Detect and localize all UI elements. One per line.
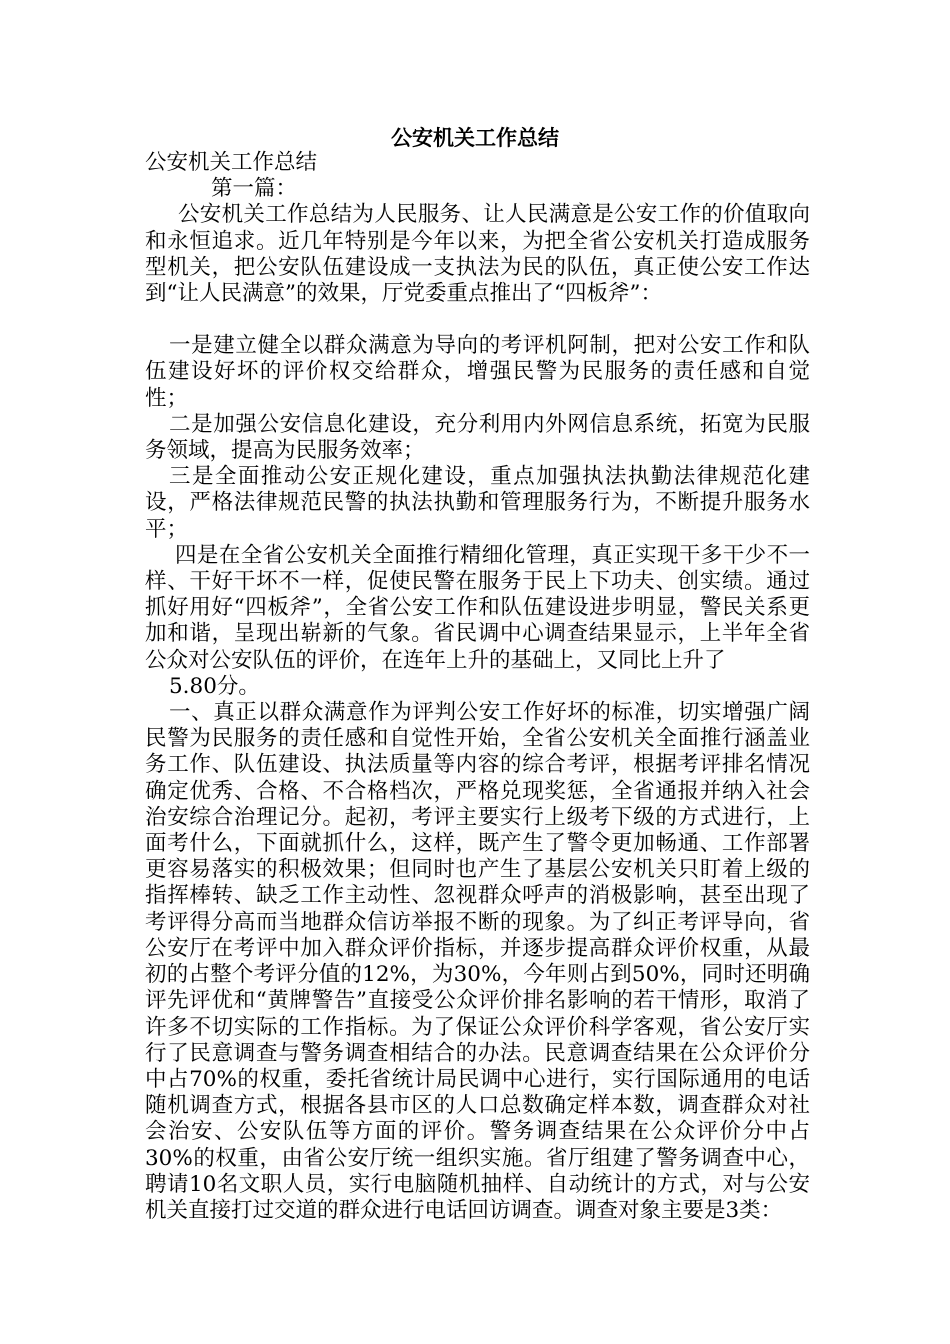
point-three-paragraph: 三是全面推动公安正规化建设，重点加强执法执勤法律规范化建设，严格法律规范民警的执法执勤和管理服务行为，不断提升服务水平； bbox=[145, 464, 810, 542]
point-four-paragraph: 四是在全省公安机关全面推行精细化管理，真正实现干多干少不一样、干好干坏不一样，促使民警在服务于民上下功夫、创实绩。通过抓好用好“四板斧”，全省公安工作和队伍建设进步明显，警民关系更加和谐，呈现出崭新的气象。省民调中心调查结果显示，上半年全省公众对公安队伍的评价，在连年上升的基础上，又同比上升了 bbox=[145, 542, 810, 673]
document-body bbox=[145, 150, 810, 1224]
score-paragraph: 5.80分。 bbox=[169, 673, 260, 699]
point-two-paragraph: 二是加强公安信息化建设，充分利用内外网信息系统，拓宽为民服务领域，提高为民服务效率； bbox=[145, 411, 810, 464]
point-one-paragraph: 一是建立健全以群众满意为导向的考评机阿制，把对公安工作和队伍建设好坏的评价权交给群众，增强民警为民服务的责任感和自觉性； bbox=[145, 333, 810, 411]
document-title: 公安机关工作总结 bbox=[391, 126, 559, 150]
section-one-paragraph: 一、真正以群众满意作为评判公安工作好坏的标准，切实增强广阔民警为民服务的责任感和自觉性开始，全省公安机关全面推行涵盖业务工作、队伍建设、执法质量等内容的综合考评，根据考评排名情况确定优秀、合格、不合格档次，严格兑现奖惩，全省通报并纳入社会治安综合治理记分。起初，考评主要实行上级考下级的方式进行，上面考什么，下面就抓什么，这样，既产生了警令更加畅通、工作部署更容易落实的积极效果；但同时也产生了基层公安机关只盯着上级的指挥棒转、缺乏工作主动性、忽视群众呼声的消极影响，甚至出现了考评得分高而当地群众信访举报不断的现象。为了纠正考评导向，省公安厅在考评中加入群众评价指标，并逐步提高群众评价权重，从最初的占整个考评分值的12%，为30%，今年则占到50%，同时还明确评先评优和“黄牌警告”直接受公众评价排名影响的若干情形，取消了许多不切实际的工作指标。为了保证公众评价科学客观，省公安厅实行了民意调查与警务调查相结合的办法。民意调查结果在公众评价分中占70%的权重，委托省统计局民调中心进行，实行国际通用的电话随机调查方式，根据各县市区的人口总数确定样本数，调查群众对社会治安、公安队伍等方面的评价。警务调查结果在公众评价分中占30%的权重，由省公安厅统一组织实施。省厅组建了警务调查中心，聘请10名文职人员，实行电脑随机抽样、自动统计的方式，对与公安机关直接打过交道的群众进行电话回访调查。调查对象主要是3类： bbox=[145, 700, 810, 1223]
blank-line bbox=[145, 307, 810, 333]
subtitle-paragraph: 公安机关工作总结 bbox=[145, 150, 318, 175]
intro-paragraph: 公安机关工作总结为人民服务、让人民满意是公安工作的价值取向和永恒追求。近几年特别是今年以来，为把全省公安机关打造成服务型机关，把公安队伍建设成一支执法为民的队伍，真正使公安工作达到“让人民满意”的效果，厅党委重点推出了“四板斧”： bbox=[145, 202, 810, 307]
section-heading: 第一篇： bbox=[211, 176, 298, 202]
